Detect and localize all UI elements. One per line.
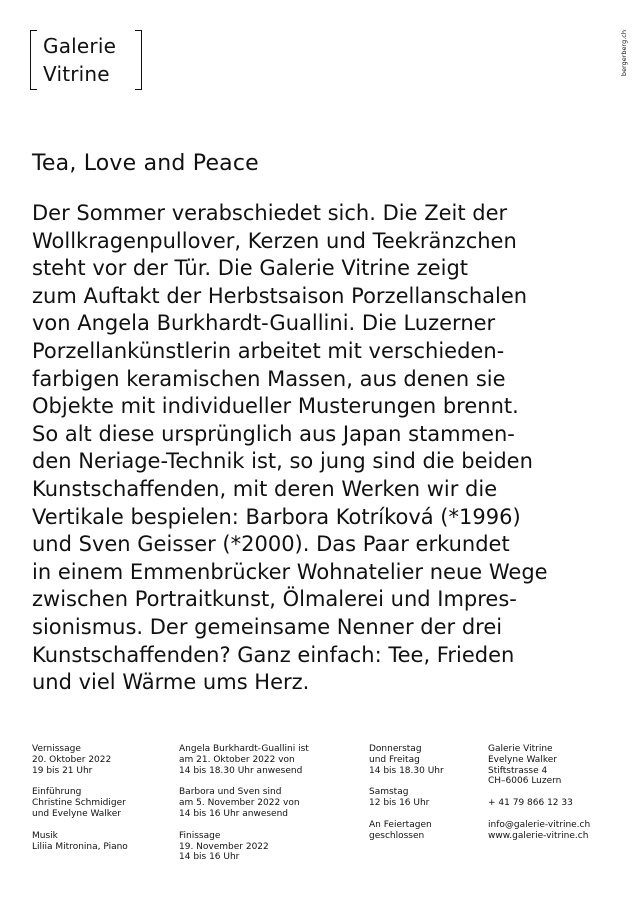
introduction-speaker: Christine Schmidiger — [32, 798, 126, 809]
info-column-contact — [488, 744, 590, 853]
body-line: sionismus. Der gemeinsame Nenner der drei — [32, 614, 503, 639]
music-performer: Liliia Mitronina, Piano — [32, 841, 128, 852]
vernissage-block — [32, 744, 128, 776]
address-line: Stiftstrasse 4 — [488, 765, 548, 776]
hours-line: 14 bis 18.30 Uhr — [369, 765, 444, 776]
body-line: Der Sommer verabschiedet sich. Die Zeit der — [32, 201, 508, 225]
info-column-hours — [369, 744, 444, 853]
body-line: in einem Emmenbrücker Wohnatelier neue Wege — [32, 559, 548, 584]
body-line: steht vor der Tür. Die Galerie Vitrine zeigt — [32, 256, 469, 281]
music-heading: Musik — [32, 830, 58, 841]
holiday-line: geschlossen — [369, 830, 425, 841]
body-text — [32, 200, 632, 697]
body-line: Vertikale bespielen: Barbora Kotríková (*1996) — [32, 504, 521, 529]
hours-line: Donnerstag — [369, 744, 422, 754]
artist-presence-line: am 21. Oktober 2022 von — [179, 754, 295, 765]
address-line: Evelyne Walker — [488, 754, 557, 765]
address-block — [488, 744, 590, 787]
finissage-heading: Finissage — [179, 830, 221, 841]
holiday-notice — [369, 820, 444, 842]
artist-presence-line: 14 bis 16 Uhr anwesend — [179, 808, 289, 819]
designer-credit: bergerberg.ch — [620, 30, 628, 77]
hours-line: Samstag — [369, 787, 409, 798]
introduction-speaker: und Evelyne Walker — [32, 808, 121, 819]
artist-presence-barbora-sven — [179, 787, 309, 819]
artist-presence-angela — [179, 744, 309, 776]
phone-block — [488, 798, 590, 809]
address-line: Galerie Vitrine — [488, 744, 553, 754]
website-link[interactable]: www.galerie-vitrine.ch — [488, 830, 589, 841]
artist-presence-line: am 5. November 2022 von — [179, 798, 300, 809]
logo-bracket-right — [135, 30, 142, 90]
body-line: So alt diese ursprünglich aus Japan stammen- — [32, 421, 515, 446]
vernissage-date: 20. Oktober 2022 — [32, 754, 112, 765]
gallery-logo — [30, 30, 144, 92]
introduction-block — [32, 787, 128, 819]
holiday-line: An Feiertagen — [369, 819, 432, 830]
artist-presence-line: Angela Burkhardt-Guallini ist — [179, 744, 309, 754]
body-line: den Neriage-Technik ist, so jung sind die beiden — [32, 449, 533, 474]
info-column-events — [32, 744, 128, 863]
body-line: Kunstschaffenden? Ganz einfach: Tee, Frieden — [32, 642, 515, 667]
logo-line-1: Galerie — [43, 34, 117, 58]
exhibition-title: Tea, Love and Peace — [32, 151, 259, 176]
body-line: zum Auftakt der Herbstsaison Porzellanschalen — [32, 283, 528, 308]
opening-hours-saturday — [369, 787, 444, 809]
vernissage-heading: Vernissage — [32, 744, 81, 754]
finissage-block — [179, 831, 309, 863]
hours-line: und Freitag — [369, 754, 420, 765]
body-line: zwischen Portraitkunst, Ölmalerei und Impres- — [32, 587, 517, 612]
body-line: Objekte mit individueller Musterungen brennt. — [32, 394, 519, 419]
body-line: farbigen keramischen Massen, aus denen sie — [32, 366, 506, 391]
logo-bracket-left — [30, 30, 37, 90]
body-line: und viel Wärme ums Herz. — [32, 670, 310, 695]
hours-line: 12 bis 16 Uhr — [369, 798, 430, 809]
finissage-date: 19. November 2022 — [179, 841, 269, 852]
body-line: Kunstschaffenden, mit deren Werken wir die — [32, 476, 498, 501]
body-line: und Sven Geisser (*2000). Das Paar erkundet — [32, 532, 510, 557]
introduction-heading: Einführung — [32, 787, 82, 798]
logo-line-2: Vitrine — [43, 62, 110, 86]
vernissage-time: 19 bis 21 Uhr — [32, 765, 93, 776]
artist-presence-line: 14 bis 18.30 Uhr anwesend — [179, 765, 303, 776]
body-line: Porzellankünstlerin arbeitet mit verschieden- — [32, 338, 505, 363]
artist-presence-line: Barbora und Sven sind — [179, 787, 282, 798]
phone-number: + 41 79 866 12 33 — [488, 798, 573, 809]
finissage-time: 14 bis 16 Uhr — [179, 852, 240, 863]
body-line: Wollkragenpullover, Kerzen und Teekränzchen — [32, 228, 517, 253]
opening-hours-weekday — [369, 744, 444, 776]
contact-block — [488, 820, 590, 842]
address-line: CH–6006 Luzern — [488, 776, 562, 787]
music-block — [32, 831, 128, 853]
body-line: von Angela Burkhardt-Guallini. Die Luzerner — [32, 311, 496, 336]
info-column-artists — [179, 744, 309, 874]
email-link[interactable]: info@galerie-vitrine.ch — [488, 819, 591, 830]
